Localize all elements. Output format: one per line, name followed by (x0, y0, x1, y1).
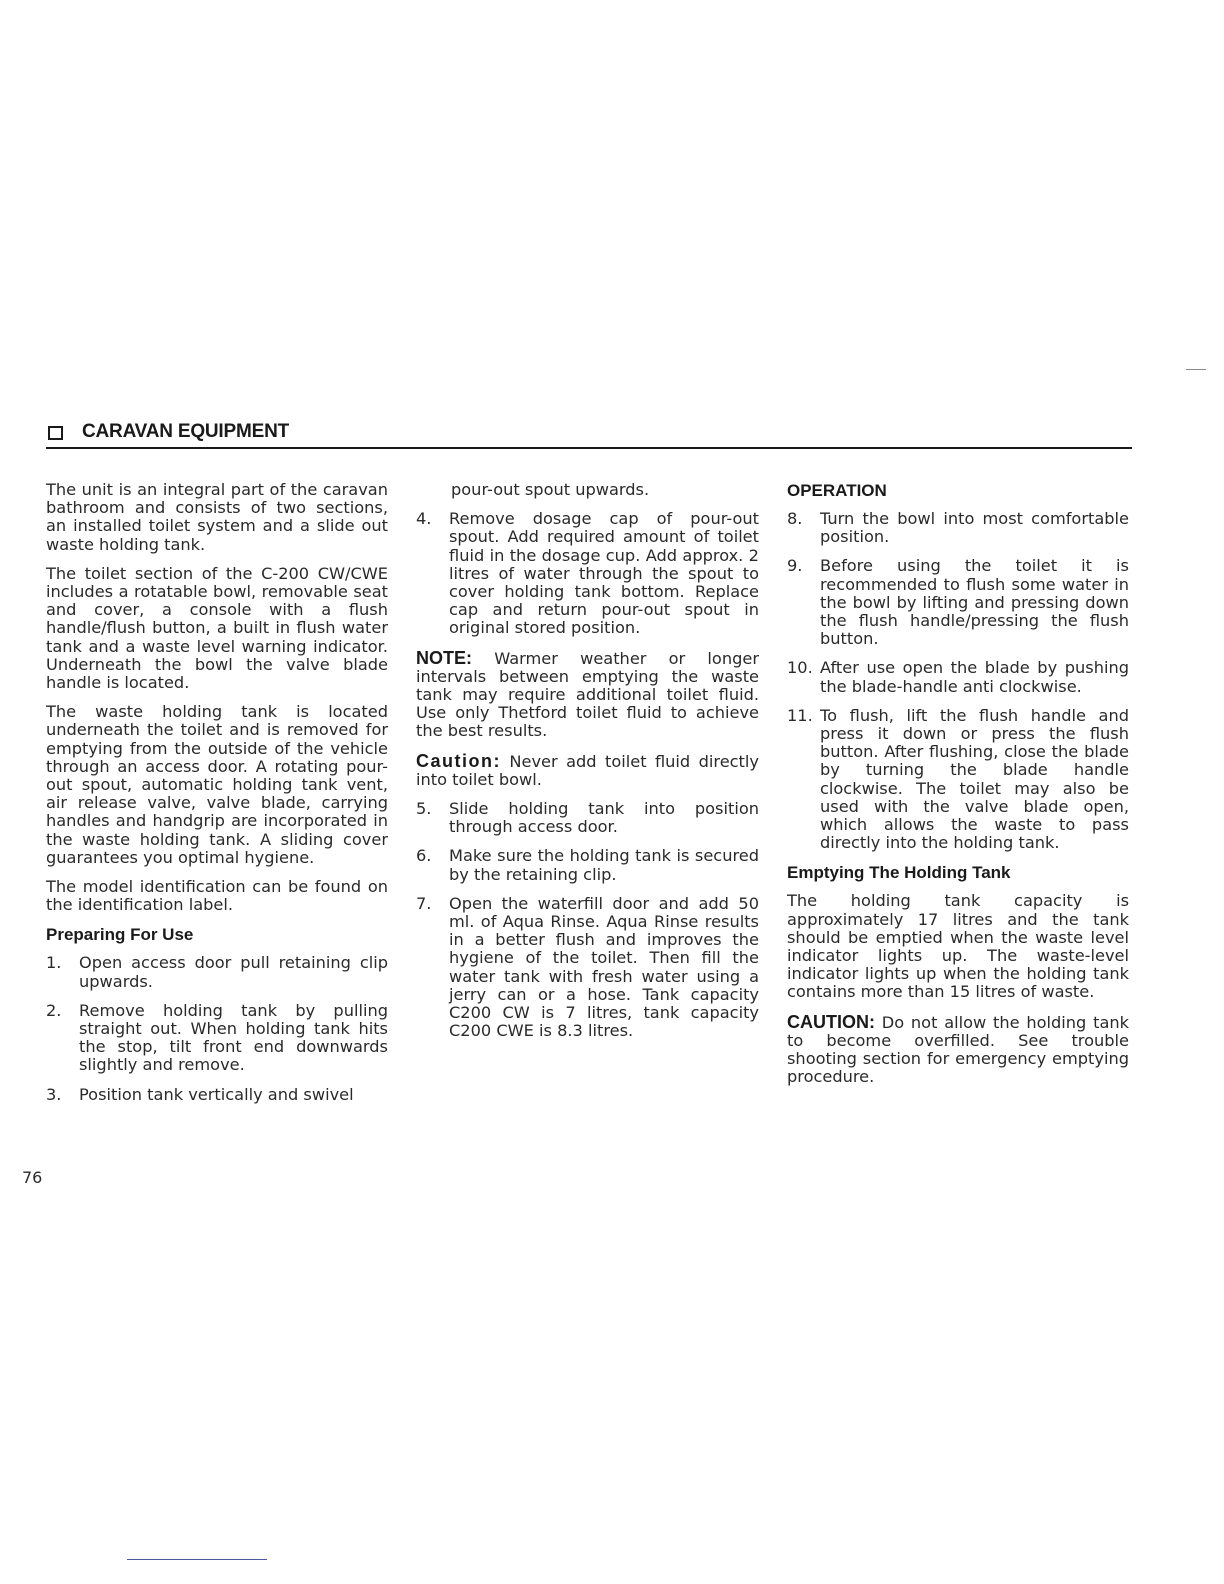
step-number: 7. (416, 893, 432, 913)
list-item (416, 510, 759, 637)
step-text: Turn the bowl into most comfortable position. (820, 509, 1129, 547)
section-title: CARAVAN EQUIPMENT (82, 421, 290, 442)
step-number: 5. (416, 799, 432, 819)
step-text: Remove holding tank by pulling straight out. When holding tank hits the stop, tilt front end downwards slightly and remove. (79, 1000, 388, 1075)
step-text: Make sure the holding tank is secured by the retaining clip. (449, 846, 759, 884)
column-2 (416, 481, 759, 1051)
intro-paragraph-1: The unit is an integral part of the caravan bathroom and consists of two sections, an installed toilet system and a slide out waste holding tank. (46, 480, 388, 554)
step-text: To flush, lift the flush handle and press it down or press the flush button. After flushing, close the blade by turning the blade handle clockwise. The toilet may also be used with the valve blade open, which allows the waste to pass directly into the holding tank. (820, 705, 1129, 853)
emptying-paragraph: The holding tank capacity is approximately 17 litres and the tank should be emptied when the waste level indicator lights up. The waste-level indicator lights up when the holding tank contains more than 15 litres of waste. (787, 891, 1129, 1002)
step-text: Remove dosage cap of pour-out spout. Add required amount of toilet fluid in the dosage cup. Add approx. 2 litres of water through the spout to cover holding tank bottom. Replace cap and return pour-out spout in original stored position. (449, 509, 759, 638)
step-number: 6. (416, 846, 432, 866)
step-text: Before using the toilet it is recommended to flush some water in the bowl by lifting and pressing down the flush handle/pressing the flush button. (820, 556, 1129, 649)
intro-paragraph-2: The toilet section of the C-200 CW/CWE includes a rotatable bowl, removable seat and cover, a console with a flush handle/flush button, a built in flush water tank and a waste level warning indicator. Underneath the bowl the valve blade handle is located. (46, 563, 388, 693)
step-number: 1. (46, 953, 62, 973)
step-3-continued: pour-out spout upwards. (451, 480, 650, 499)
preparing-heading: Preparing For Use (46, 925, 194, 945)
step-number: 11. (787, 705, 813, 725)
note-label: NOTE: (416, 647, 472, 668)
emptying-heading: Emptying The Holding Tank (787, 863, 1011, 883)
list-item (787, 557, 1129, 648)
step-number: 10. (787, 658, 813, 678)
caution-label: CAUTION: (787, 1011, 875, 1032)
step-number: 3. (46, 1084, 62, 1104)
caution-text: Never add toilet fluid directly into toilet bowl. (416, 751, 759, 789)
step-number: 2. (46, 1000, 62, 1020)
list-item (46, 1002, 388, 1075)
step-number: 9. (787, 556, 803, 576)
list-item (787, 659, 1129, 695)
step-number: 8. (787, 509, 803, 528)
list-item (787, 707, 1129, 853)
square-bullet-icon (48, 426, 63, 440)
caution-paragraph (787, 1013, 1129, 1087)
column-3 (787, 481, 1129, 1097)
page-number: 76 (22, 1168, 43, 1187)
note-text: Warmer weather or longer intervals between emptying the waste tank may require additional toilet fluid. Use only Thetford toilet fluid to achieve the best results. (416, 648, 759, 741)
list-item (416, 800, 759, 836)
bottom-rule (127, 1559, 267, 1560)
list-item (46, 1086, 388, 1104)
caution-label: Caution: (416, 750, 501, 771)
step-text: Open the waterfill door and add 50 ml. of Aqua Rinse. Aqua Rinse results in a better flush and improves the hygiene of the toilet. Then fill the water tank with fresh water using a jerry can or a hose. Tank capacity C200 CW is 7 litres, tank capacity C200 CWE is 8.3 litres. (449, 893, 759, 1041)
step-text: After use open the blade by pushing the blade-handle anti clockwise. (820, 658, 1129, 696)
list-item (416, 847, 759, 883)
step-number: 4. (416, 509, 432, 529)
caution-paragraph (416, 752, 759, 789)
list-item (416, 895, 759, 1041)
list-item (787, 510, 1129, 546)
column-1 (46, 481, 388, 1115)
scan-edge-mark (1186, 369, 1206, 370)
step-text: Open access door pull retaining clip upwards. (79, 953, 388, 991)
step-text: Slide holding tank into position through access door. (449, 799, 759, 837)
intro-paragraph-3: The waste holding tank is located underneath the toilet and is removed for emptying from the outside of the vehicle through an access door. A rotating pour-out spout, automatic holding tank vent, air release valve, valve blade, carrying handles and handgrip are incorporated in the waste holding tank. A sliding cover guarantees you optimal hygiene. (46, 702, 388, 867)
step-text: Position tank vertically and swivel (79, 1084, 354, 1104)
caution-text: Do not allow the holding tank to become overfilled. See trouble shooting section for emergency emptying procedure. (787, 1012, 1129, 1087)
operation-heading: OPERATION (787, 481, 887, 500)
section-header (46, 421, 1132, 449)
note-paragraph (416, 649, 759, 741)
list-item (46, 954, 388, 990)
intro-paragraph-4: The model identification can be found on the identification label. (46, 877, 388, 915)
